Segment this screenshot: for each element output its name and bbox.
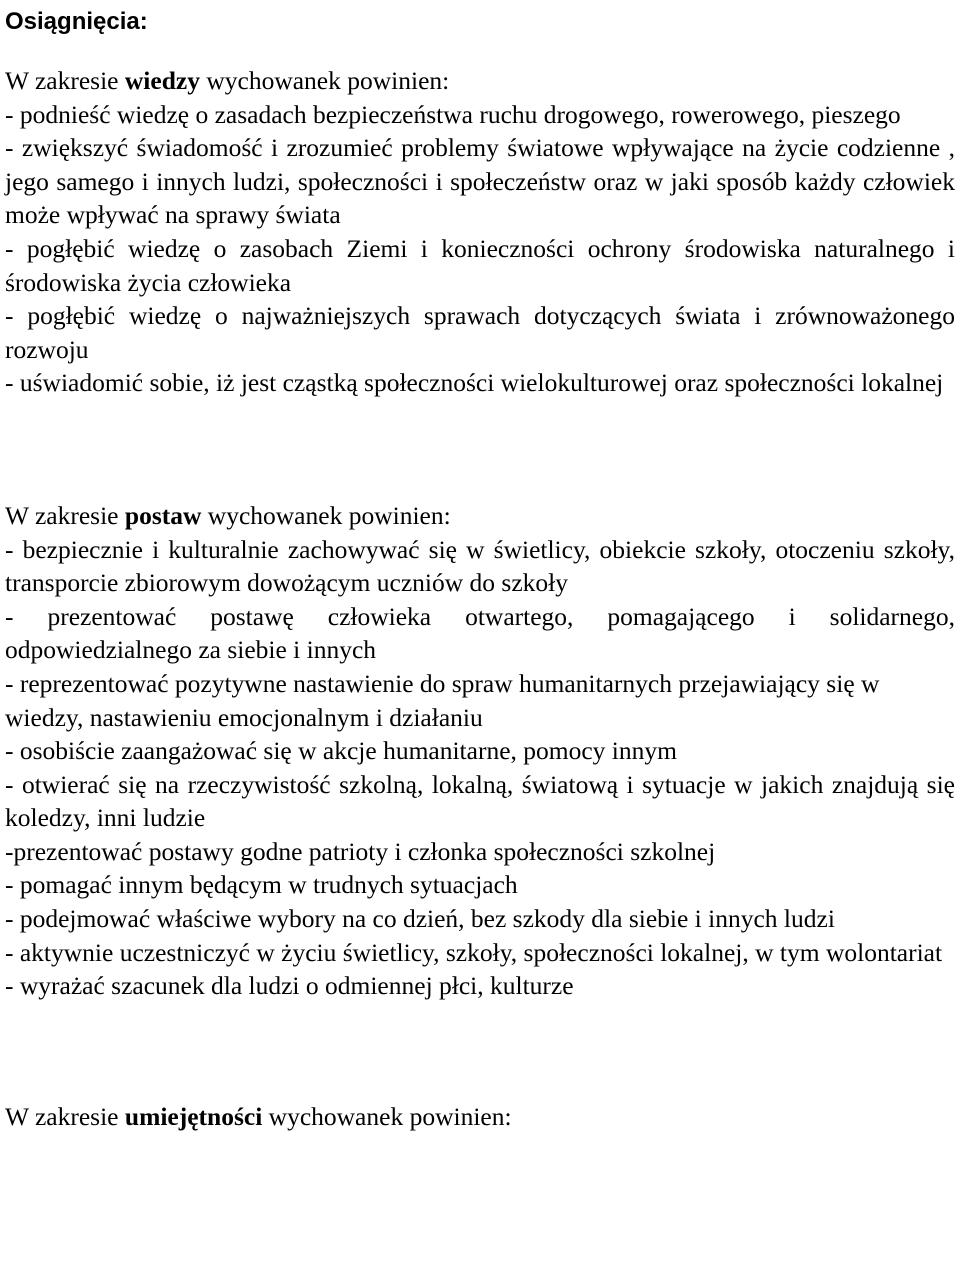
page-heading: Osiągnięcia: — [5, 8, 148, 35]
list-item: - bezpiecznie i kulturalnie zachowywać się w świetlicy, obiekcie szkoły, otoczeniu szkoły, transporcie zbiorowym dowożącym uczniów do szkoły — [5, 534, 955, 598]
section-title-prefix: W zakresie — [5, 1101, 125, 1131]
section-title-keyword: postaw — [124, 500, 202, 530]
section-title-suffix: wychowanek powinien: — [262, 1101, 512, 1131]
list-item: - podejmować właściwe wybory na co dzień, bez szkody dla siebie i innych ludzi — [5, 904, 835, 934]
section-title-keyword: umiejętności — [124, 1101, 263, 1131]
list-item: - pomagać innym będącym w trudnych sytuacjach — [5, 870, 518, 900]
section-title-prefix: W zakresie — [5, 66, 125, 95]
list-item: - zwiększyć świadomość i zrozumieć problemy światowe wpływające na życie codzienne , jego samego i innych ludzi, społeczności i społeczeństw oraz w jaki sposób każdy człowiek może wpływać na sprawy świata — [5, 133, 955, 230]
section-title — [5, 1100, 955, 1134]
section-knowledge — [5, 64, 955, 400]
list-item: -prezentować postawy godne patrioty i członka społeczności szkolnej — [5, 836, 716, 866]
list-item: - wyrażać szacunek dla ludzi o odmiennej płci, kulturze — [5, 971, 574, 1001]
item-list — [5, 98, 955, 400]
section-title-keyword: wiedzy — [124, 66, 200, 95]
section-title — [5, 499, 955, 533]
document-page — [5, 0, 955, 1133]
section-attitudes — [5, 499, 955, 1003]
item-list — [5, 533, 955, 1003]
list-item: - prezentować postawę człowieka otwartego, pomagającego i solidarnego, odpowiedzialnego za siebie i innych — [5, 601, 955, 665]
list-item: - aktywnie uczestniczyć w życiu świetlicy, szkoły, społeczności lokalnej, w tym wolontariat — [5, 937, 943, 967]
list-item: - pogłębić wiedzę o najważniejszych sprawach dotyczących świata i zrównoważonego rozwoju — [5, 301, 955, 364]
list-item: - pogłębić wiedzę o zasobach Ziemi i konieczności ochrony środowiska naturalnego i środowiska życia człowieka — [5, 233, 955, 297]
section-title — [5, 64, 955, 98]
list-item: - uświadomić sobie, iż jest cząstką społeczności wielokulturowej oraz społeczności lokalnej — [5, 368, 944, 398]
list-item: - osobiście zaangażować się w akcje humanitarne, pomocy innym — [5, 736, 677, 766]
list-item: - podnieść wiedzę o zasadach bezpieczeństwa ruchu drogowego, rowerowego, pieszego — [5, 99, 901, 129]
section-title-prefix: W zakresie — [5, 500, 125, 530]
section-title-suffix: wychowanek powinien: — [201, 500, 451, 530]
list-item: - otwierać się na rzeczywistość szkolną, lokalną, światową i sytuacje w jakich znajdują się koledzy, inni ludzie — [5, 769, 955, 833]
section-title-suffix: wychowanek powinien: — [199, 66, 450, 95]
section-skills — [5, 1100, 955, 1134]
list-item: - reprezentować pozytywne nastawienie do spraw humanitarnych przejawiający się w wiedzy, nastawieniu emocjonalnym i działaniu — [5, 668, 880, 732]
